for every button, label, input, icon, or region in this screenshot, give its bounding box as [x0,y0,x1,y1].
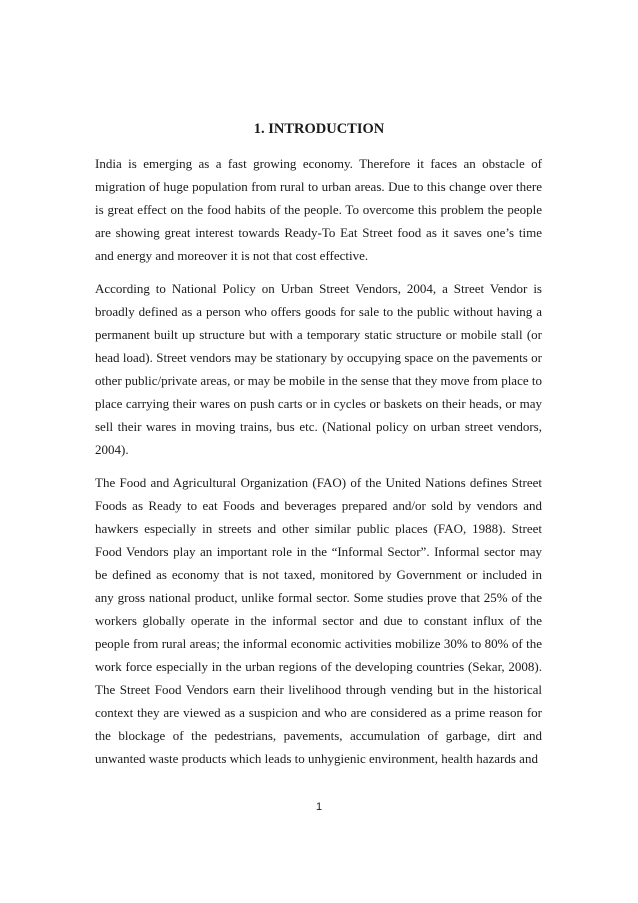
paragraph-street-vendor-definition: According to National Policy on Urban Street Vendors, 2004, a Street Vendor is broadly defined as a person who offers goods for sale to the public without having a permanent built up structure but with a temporary static structure or mobile stall (or head load). Street vendors may be stationary by occupying space on the pavements or other public/private areas, or may be mobile in the sense that they move from place to place carrying their wares on push carts or in cycles or baskets on their heads, or may sell their wares in moving trains, bus etc. (National policy on urban street vendors, 2004). [95,281,542,457]
section-heading: 1. INTRODUCTION [253,121,385,137]
body-text [95,152,542,780]
paragraph-intro: India is emerging as a fast growing economy. Therefore it faces an obstacle of migration of huge population from rural to urban areas. Due to this change over there is great effect on the food habits of the people. To overcome this problem the people are showing great interest towards Ready-To Eat Street food as it saves one’s time and energy and moreover it is not that cost effective. [95,156,542,263]
paragraph-fao-definition: The Food and Agricultural Organization (FAO) of the United Nations defines Street Foods as Ready to eat Foods and beverages prepared and/or sold by vendors and hawkers especially in streets and other similar public places (FAO, 1988). Street Food Vendors play an important role in the “Informal Sector”. Informal sector may be defined as economy that is not taxed, monitored by Government or included in any gross national product, unlike formal sector. Some studies prove that 25% of the workers globally operate in the informal sector and due to constant influx of the people from rural areas; the informal economic activities mobilize 30% to 80% of the work force especially in the urban regions of the developing countries (Sekar, 2008). The Street Food Vendors earn their livelihood through vending but in the historical context they are viewed as a suspicion and who are considered as a prime reason for the blockage of the pedestrians, pavements, accumulation of garbage, dirt and unwanted waste products which leads to unhygienic environment, health hazards and [95,475,542,766]
page-number: 1 [315,801,323,813]
